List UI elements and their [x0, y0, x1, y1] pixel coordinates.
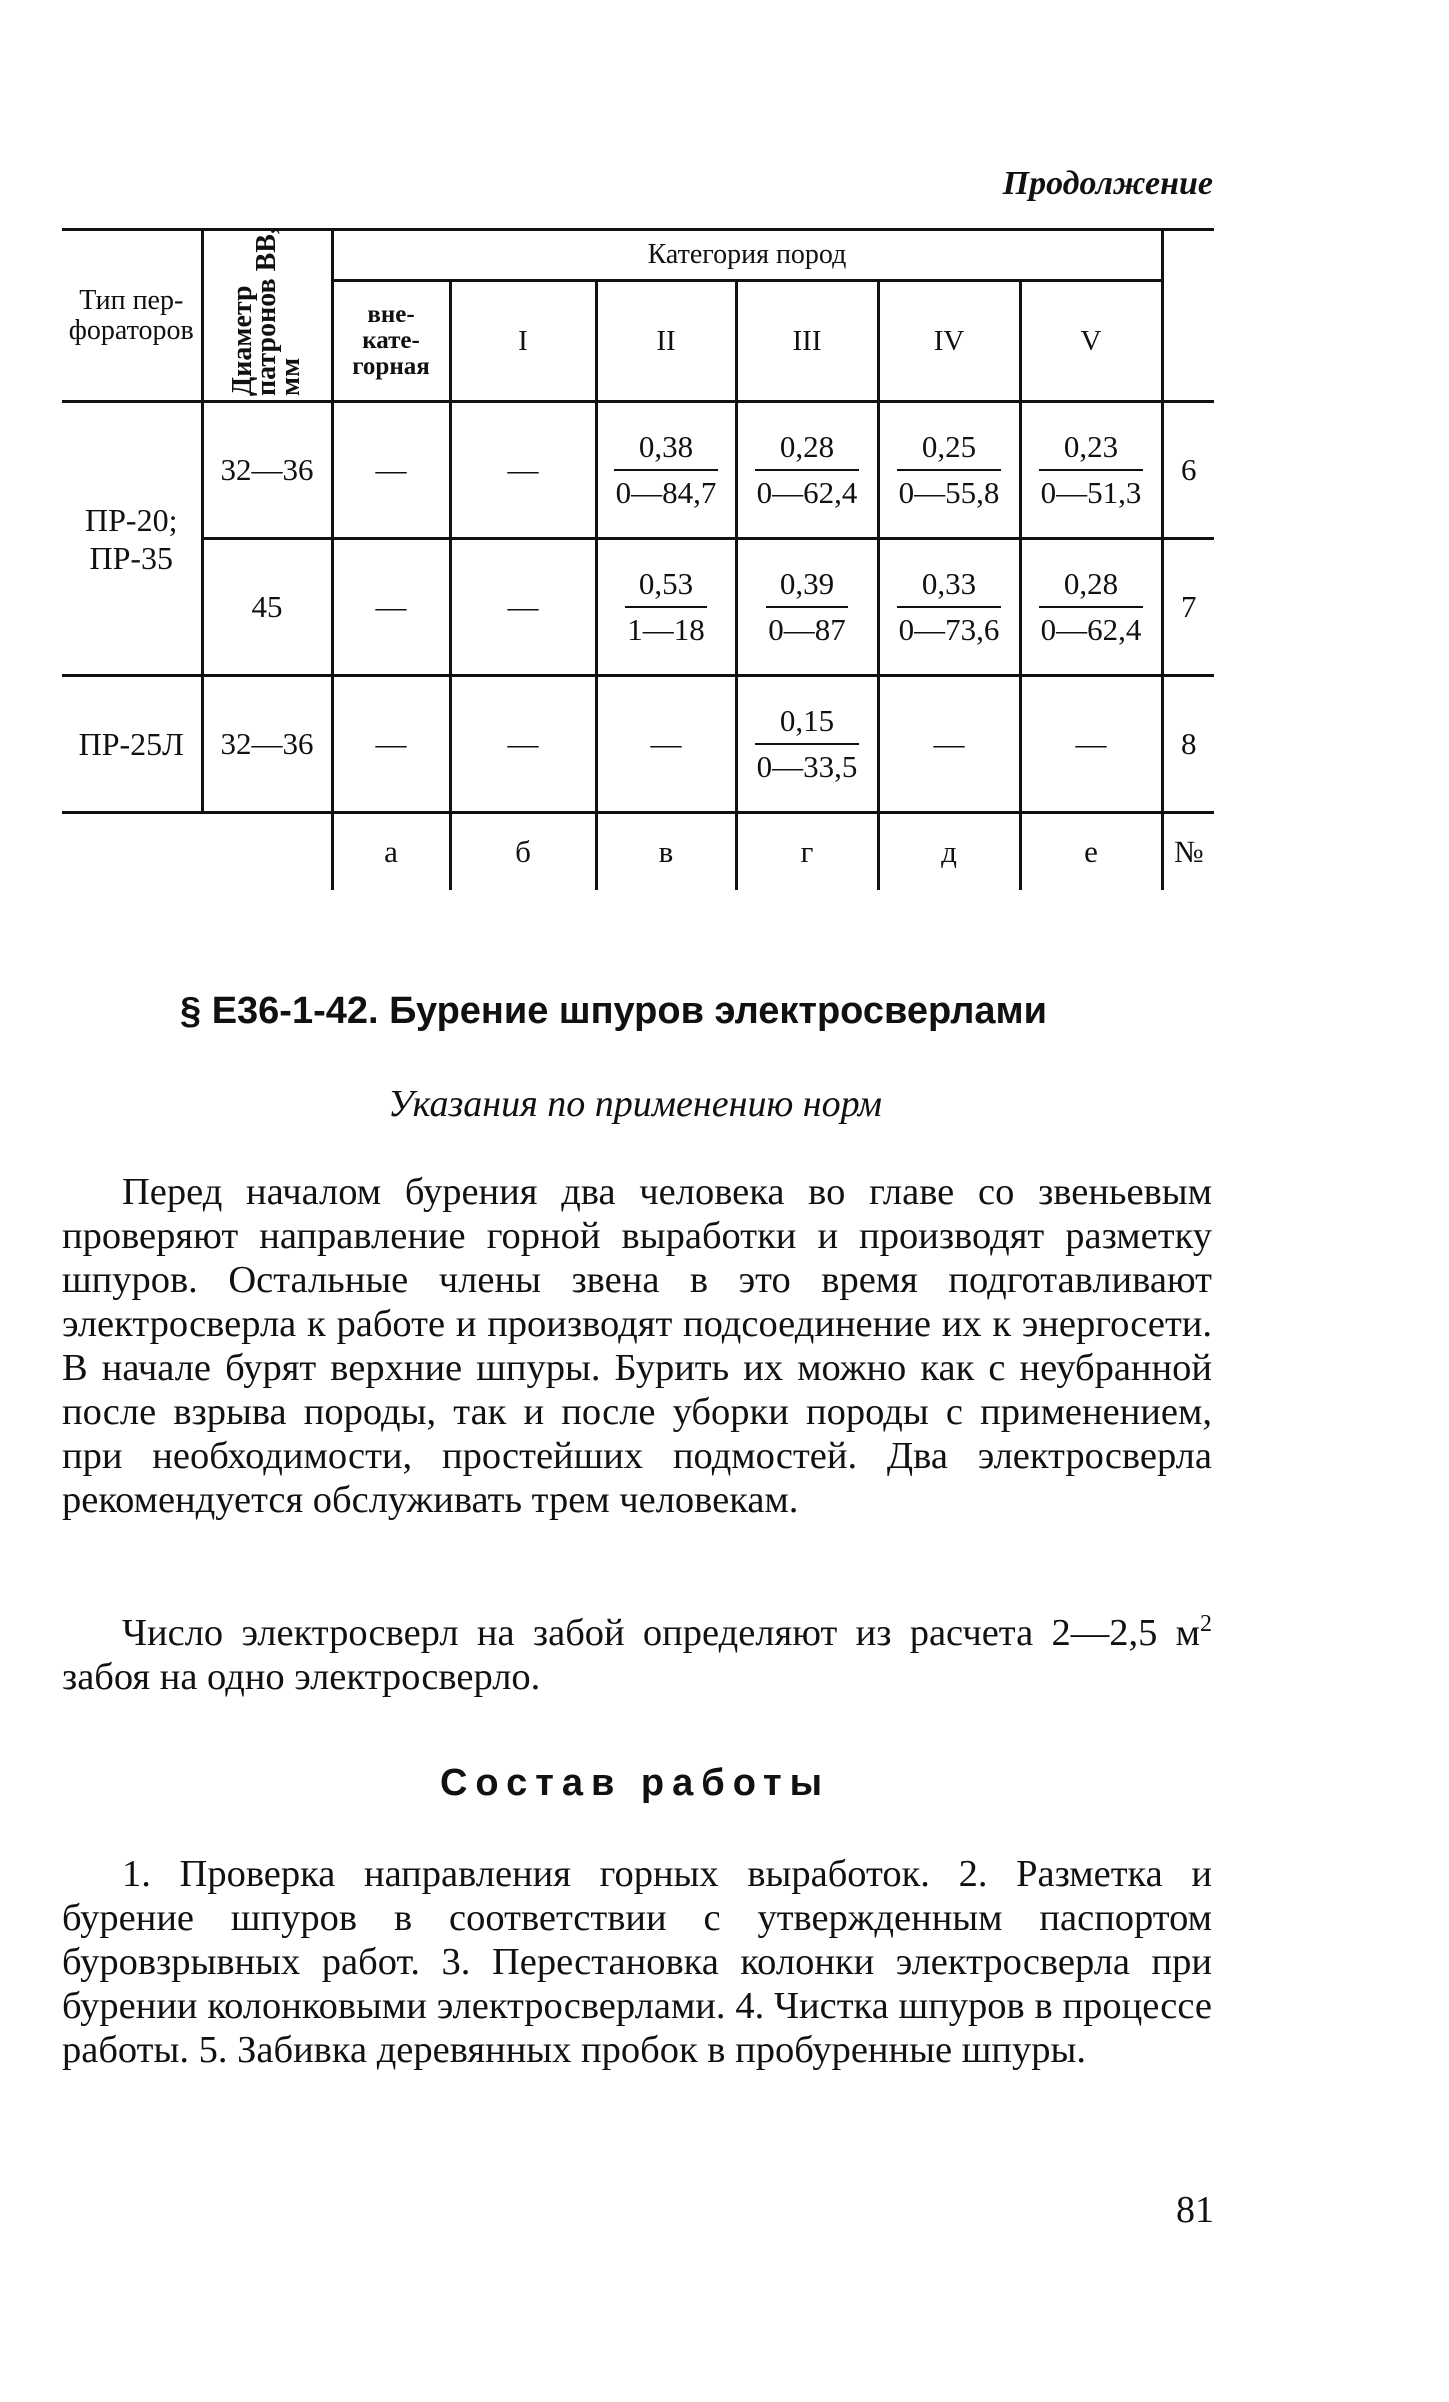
column-letter: б: [450, 813, 596, 891]
paragraph: Перед началом бурения два человека во главе со звеньевым проверяют направление горной выработки и производят разметку шпуров. Остальные члены звена в это время подготавливают электросверла к работе и производят подсоединение их к энергосети. В начале бурят верхние шпуры. Бурить их можно как с неубранной после взрыва породы, так и после уборки породы с применением, при необходимости, простейших подмостей. Два электросверла рекомендуется обслуживать трем человекам.: [62, 1171, 1212, 1521]
section-heading: § Е36-1-42. Бурение шпуров электросверлами: [180, 990, 1048, 1032]
cell-fraction: $\frac{0,38}{0—84,7}$: [596, 402, 736, 539]
page-number: 81: [1176, 2189, 1214, 2231]
number-label: №: [1162, 813, 1214, 891]
cell: —: [332, 676, 450, 813]
row-type: ПР-20; ПР-35: [62, 402, 202, 676]
cell-fraction: $\frac{0,33}{0—73,6}$: [878, 539, 1020, 676]
header-type: Тип пер- фораторов: [62, 230, 202, 402]
cell: —: [1020, 676, 1162, 813]
header-category: Категория пород: [332, 230, 1162, 281]
cell: —: [596, 676, 736, 813]
table-row: [62, 539, 1214, 676]
header-cat-5: V: [1020, 281, 1162, 402]
table-row: [62, 402, 1214, 539]
cell-fraction: $\frac{0,25}{0—55,8}$: [878, 402, 1020, 539]
column-letter: е: [1020, 813, 1162, 891]
cell: —: [450, 539, 596, 676]
cell: —: [450, 402, 596, 539]
row-number: 8: [1162, 676, 1214, 813]
column-letter: д: [878, 813, 1020, 891]
header-cat-2: II: [596, 281, 736, 402]
section-title: Состав работы: [439, 1762, 831, 1804]
cell-fraction: $\frac{0,39}{0—87}$: [736, 539, 878, 676]
header-cat-3: III: [736, 281, 878, 402]
paragraph: Число электросверл на забой определяют из расчета 2—2,5 $м^2$ забоя на одно электросверло.: [62, 1611, 1212, 1698]
column-letter: а: [332, 813, 450, 891]
header-diameter: Диаметр патронов ВВ, мм: [202, 230, 332, 402]
row-diameter: 32—36: [202, 402, 332, 539]
row-type: ПР-25Л: [62, 676, 202, 813]
row-number: 6: [1162, 402, 1214, 539]
cell-fraction: $\frac{0,23}{0—51,3}$: [1020, 402, 1162, 539]
cell-fraction: $\frac{0,53}{1—18}$: [596, 539, 736, 676]
table-row: [62, 676, 1214, 813]
header-cat-1: I: [450, 281, 596, 402]
letters-row: [62, 813, 1214, 891]
cell-fraction: $\frac{0,28}{0—62,4}$: [736, 402, 878, 539]
continuation-label: Продолжение: [1002, 165, 1213, 202]
cell-fraction: $\frac{0,15}{0—33,5}$: [736, 676, 878, 813]
cell: —: [332, 539, 450, 676]
header-cat-out: вне- кате- горная: [332, 281, 450, 402]
subheading: Указания по применению норм: [388, 1083, 882, 1125]
paragraph: 1. Проверка направления горных выработок. 2. Разметка и бурение шпуров в соответствии с утвержденным паспортом буровзрывных работ. 3. Перестановка колонки электросверла при бурении колонковыми электросверлами. 4. Чистка шпуров в процессе работы. 5. Забивка деревянных пробок в пробуренные шпуры.: [62, 1853, 1212, 2071]
column-letter: в: [596, 813, 736, 891]
cell-fraction: $\frac{0,28}{0—62,4}$: [1020, 539, 1162, 676]
cell: —: [332, 402, 450, 539]
cell: —: [878, 676, 1020, 813]
row-diameter: 45: [202, 539, 332, 676]
row-number: 7: [1162, 539, 1214, 676]
norms-table: [62, 228, 1214, 890]
header-cat-4: IV: [878, 281, 1020, 402]
row-diameter: 32—36: [202, 676, 332, 813]
header-blank: [1162, 230, 1214, 402]
column-letter: г: [736, 813, 878, 891]
cell: —: [450, 676, 596, 813]
letters-blank: [62, 813, 332, 891]
